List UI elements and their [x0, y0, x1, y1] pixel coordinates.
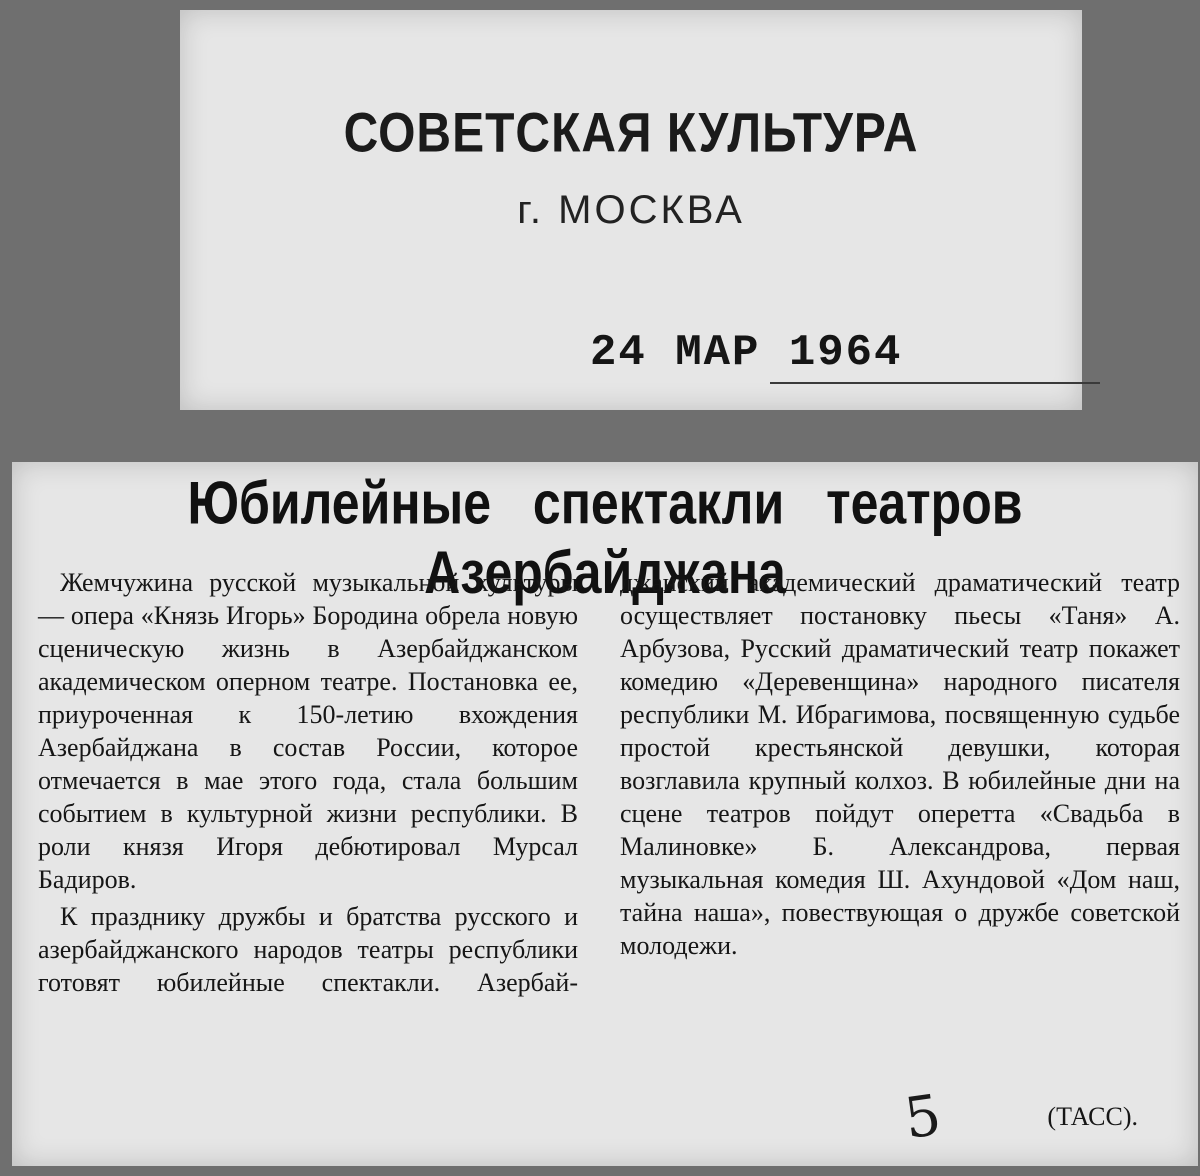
newspaper-stamp-clipping [180, 10, 1082, 410]
source-credit: (ТАСС). [1047, 1102, 1138, 1131]
article-paragraph: К празднику дружбы и братства русского и азербайджанского народов театры республики готовят юбилейные спектакли. Азербай- [38, 902, 578, 997]
article-headline: Юбилейные спектакли театров Азербайджана [187, 469, 1023, 607]
article-column-left [38, 566, 578, 999]
newspaper-name: СОВЕТСКАЯ КУЛЬТУРА [343, 103, 919, 164]
article-paragraph: Жемчужина русской музыкальной культуры — опера «Князь Игорь» Бородина обрела новую сценическую жизнь в Азербайджанском академическом оперном театре. Постановка ее, приуроченная к 150-летию вхождения Азербайджана в состав России, которое отмечается в мае этого года, стала большим событием в культурной жизни республики. В роли князя Игоря дебютировал Мурсал Бадиров. [38, 568, 578, 894]
article-column-right [620, 566, 1180, 962]
date-stamp: 24 МАР 1964 [590, 328, 903, 378]
newspaper-city: г. МОСКВА [517, 188, 745, 232]
article-clipping [12, 462, 1198, 1166]
handwritten-mark: 5 [900, 1082, 945, 1153]
date-underline [770, 382, 1100, 384]
article-paragraph: джанский академический драматический театр осуществляет постановку пьесы «Таня» А. Арбузова, Русский драматический театр покажет комедию «Деревенщина» народного писателя республики М. Ибрагимова, посвященную судьбе простой крестьянской девушки, которая возглавила крупный колхоз. В юбилейные дни на сцене театров пойдут оперетта «Свадьба в Малиновке» Б. Александрова, первая музыкальная комедия Ш. Ахундовой «Дом наш, тайна наша», повествующая о дружбе советской молодежи. [620, 568, 1180, 960]
